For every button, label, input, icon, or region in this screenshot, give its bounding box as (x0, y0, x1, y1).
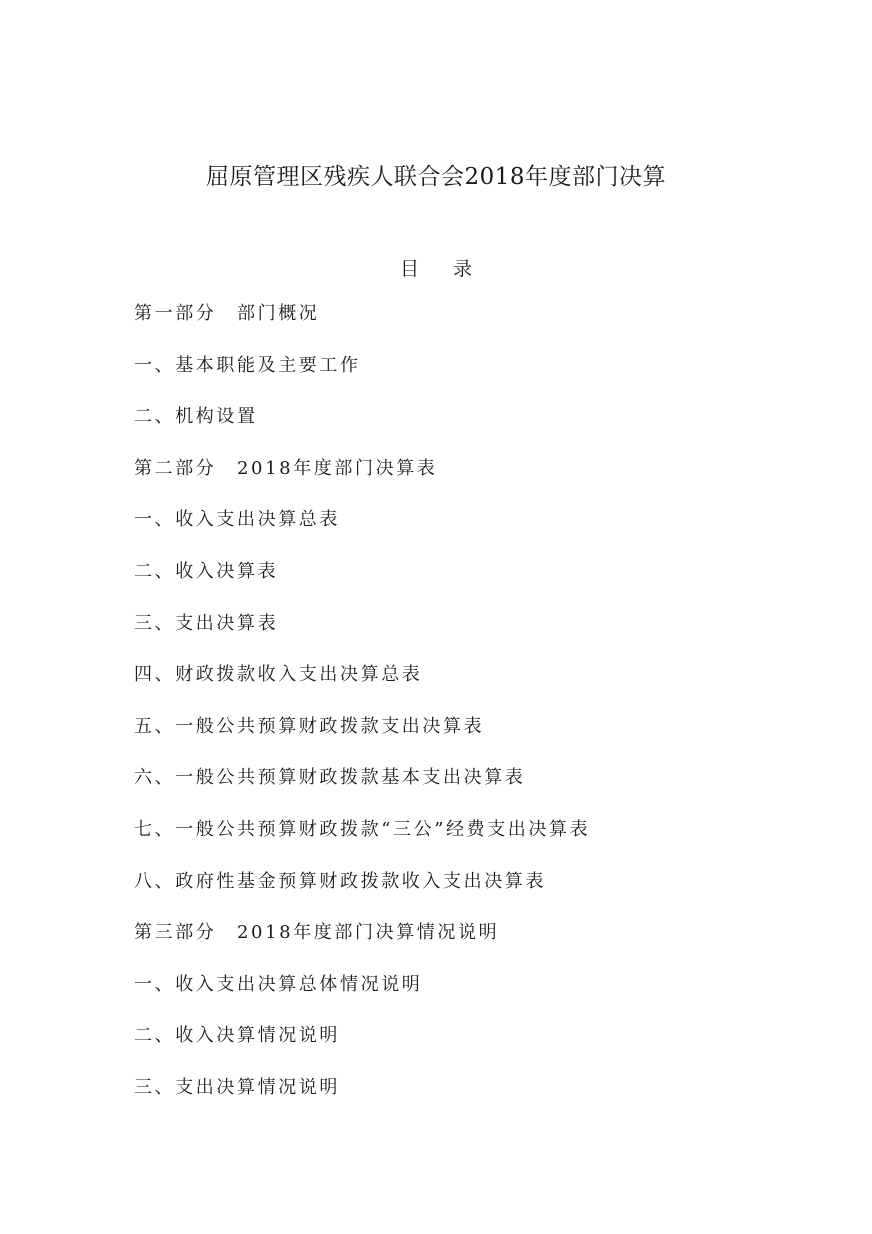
toc-item: 五、一般公共预算财政拨款支出决算表 (134, 715, 485, 737)
toc-item: 二、机构设置 (134, 406, 258, 428)
table-of-contents (134, 300, 590, 1126)
toc-item: 六、一般公共预算财政拨款基本支出决算表 (134, 767, 526, 789)
toc-part-2: 第二部分 2018年度部门决算表 (134, 457, 438, 479)
toc-item: 二、收入决算表 (134, 560, 279, 582)
toc-heading: 目录 (399, 258, 506, 280)
toc-item: 三、支出决算情况说明 (134, 1076, 340, 1098)
toc-item: 三、支出决算表 (134, 612, 279, 634)
toc-item: 八、政府性基金预算财政拨款收入支出决算表 (134, 870, 546, 892)
toc-part-3: 第三部分 2018年度部门决算情况说明 (134, 922, 500, 944)
toc-item: 一、收入支出决算总体情况说明 (134, 973, 423, 995)
toc-item: 二、收入决算情况说明 (134, 1025, 340, 1047)
toc-part-1: 第一部分 部门概况 (134, 303, 320, 324)
toc-item: 一、基本职能及主要工作 (134, 354, 361, 376)
document-title: 屈原管理区残疾人联合会2018年度部门决算 (205, 164, 667, 190)
toc-item: 七、一般公共预算财政拨款“三公”经费支出决算表 (134, 818, 591, 840)
toc-item: 四、财政拨款收入支出决算总表 (134, 664, 423, 686)
toc-item: 一、收入支出决算总表 (134, 509, 340, 531)
